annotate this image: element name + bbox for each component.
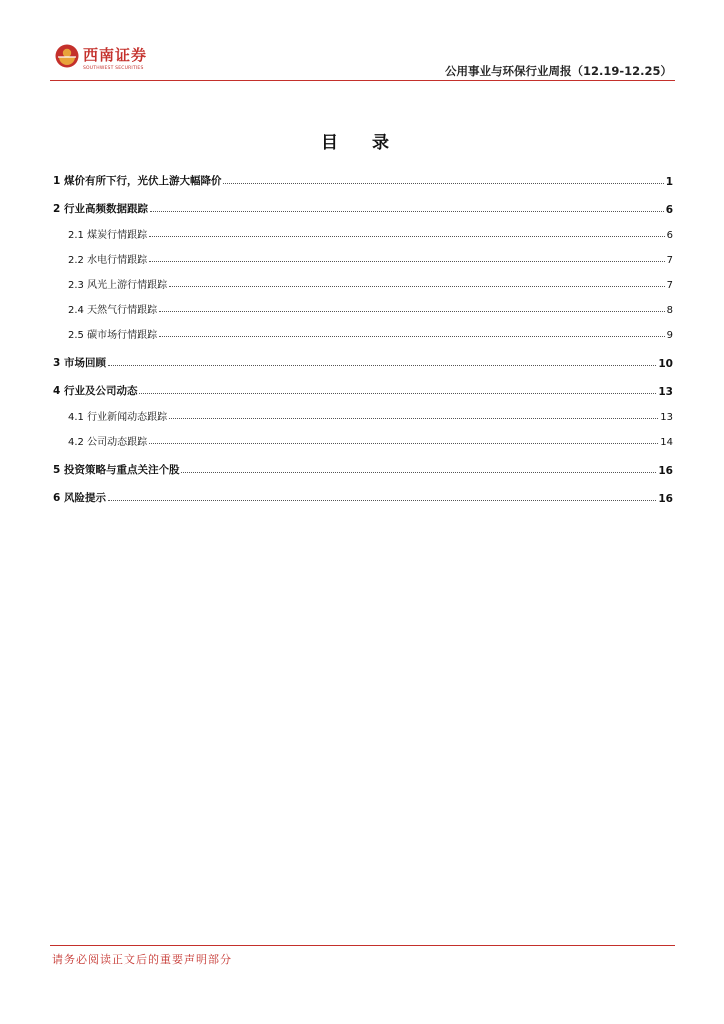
toc-entry-2-5[interactable] xyxy=(53,325,673,341)
toc-entry-3[interactable] xyxy=(53,354,673,370)
toc-entry-label: 3 市场回顾 xyxy=(53,357,106,369)
toc-entry-label: 2.1 煤炭行情跟踪 xyxy=(68,230,148,241)
toc-entry-page: 14 xyxy=(660,437,673,448)
toc-entry-label: 2.2 水电行情跟踪 xyxy=(68,255,148,266)
logo-chinese-name: 西南证券 xyxy=(83,46,148,64)
toc-entry-label: 1 煤价有所下行，光伏上游大幅降价 xyxy=(53,175,222,187)
toc-leader xyxy=(159,311,665,312)
toc-leader xyxy=(108,365,656,366)
company-logo-icon xyxy=(55,44,79,68)
toc-entry-2[interactable] xyxy=(53,200,673,216)
toc-entry-label: 4.1 行业新闻动态跟踪 xyxy=(68,412,168,423)
toc-entry-4-1[interactable] xyxy=(53,407,673,423)
toc-entry-2-4[interactable] xyxy=(53,300,673,316)
toc-leader xyxy=(149,236,665,237)
toc-entry-label: 2 行业高频数据跟踪 xyxy=(53,203,148,215)
toc-entry-page: 10 xyxy=(658,358,673,370)
report-title: 公用事业与环保行业周报（12.19-12.25） xyxy=(444,64,672,78)
toc-leader xyxy=(149,261,665,262)
toc-entry-4-2[interactable] xyxy=(53,432,673,448)
logo-english-name: SOUTHWEST SECURITIES xyxy=(83,66,144,71)
toc-entry-label: 5 投资策略与重点关注个股 xyxy=(53,464,180,476)
toc-leader xyxy=(181,472,656,473)
toc-leader xyxy=(149,443,658,444)
toc-entry-label: 2.5 碳市场行情跟踪 xyxy=(68,330,158,341)
toc-entry-1[interactable] xyxy=(53,172,673,188)
toc-entry-label: 4.2 公司动态跟踪 xyxy=(68,437,148,448)
toc-entry-page: 6 xyxy=(666,230,673,241)
toc-entry-page: 9 xyxy=(666,330,673,341)
toc-entry-label: 6 风险提示 xyxy=(53,492,106,504)
toc-entry-5[interactable] xyxy=(53,461,673,477)
footer-disclaimer: 请务必阅读正文后的重要声明部分 xyxy=(52,953,232,966)
toc-entry-2-2[interactable] xyxy=(53,250,673,266)
footer-divider xyxy=(50,945,675,946)
toc-entry-4[interactable] xyxy=(53,382,673,398)
page-header xyxy=(0,0,724,82)
toc-leader xyxy=(108,500,656,501)
toc-entry-2-1[interactable] xyxy=(53,225,673,241)
toc-entry-page: 13 xyxy=(660,412,673,423)
toc-leader xyxy=(169,286,665,287)
toc-entry-label: 2.4 天然气行情跟踪 xyxy=(68,305,158,316)
toc-entry-page: 1 xyxy=(665,176,673,188)
header-divider xyxy=(50,80,675,81)
toc-leader xyxy=(159,336,665,337)
toc-entry-2-3[interactable] xyxy=(53,275,673,291)
toc-leader xyxy=(169,418,658,419)
toc-leader xyxy=(223,183,663,184)
toc-leader xyxy=(139,393,656,394)
toc-entry-page: 16 xyxy=(658,493,673,505)
toc-leader xyxy=(150,211,664,212)
toc-entry-page: 8 xyxy=(666,305,673,316)
toc-entry-6[interactable] xyxy=(53,489,673,505)
toc-entry-page: 7 xyxy=(666,255,673,266)
company-logo xyxy=(55,44,165,76)
toc-title: 目 录 xyxy=(321,133,403,153)
toc-entry-page: 6 xyxy=(665,204,673,216)
toc-entry-page: 16 xyxy=(658,465,673,477)
toc-entry-label: 2.3 风光上游行情跟踪 xyxy=(68,280,168,291)
toc-entry-label: 4 行业及公司动态 xyxy=(53,385,138,397)
toc-entry-page: 7 xyxy=(666,280,673,291)
toc-entry-page: 13 xyxy=(658,386,673,398)
